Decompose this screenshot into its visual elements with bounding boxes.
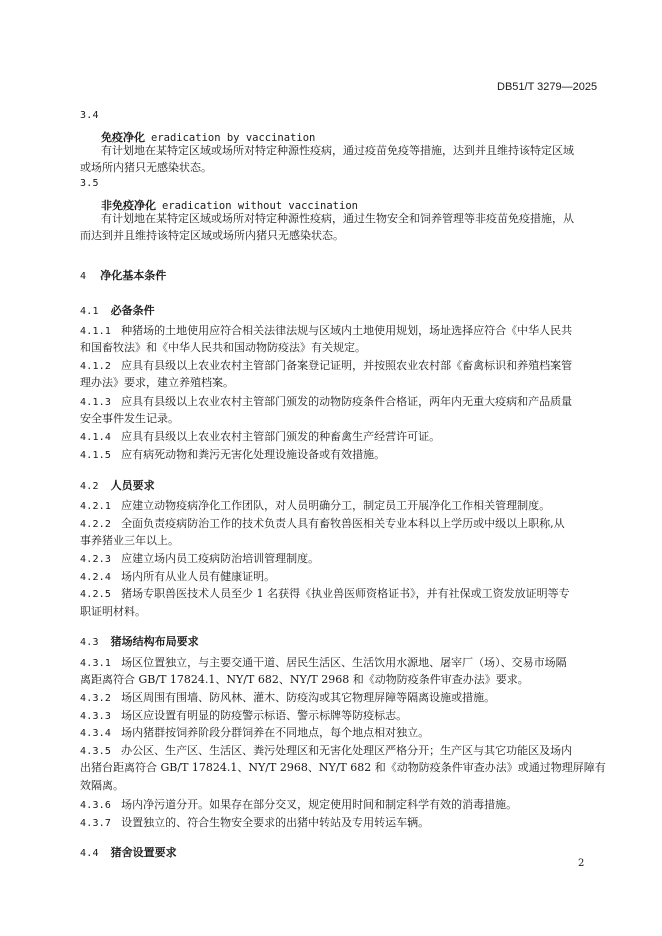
term-definition-line: 有计划地在某特定区域或场所对特定种源性疫病，通过疫苗免疫等措施，达到并且维持该特定区域 xyxy=(101,144,574,157)
clause-continuation: 和国畜牧法》和《中华人民共和国动物防疫法》有关规定。 xyxy=(80,341,366,354)
clause xyxy=(80,743,572,760)
clause-number: 4.3.4 xyxy=(80,728,112,739)
clause-text: 应建立场内员工疫病防治培训管理制度。 xyxy=(121,552,320,565)
clause-number: 4.2.4 xyxy=(80,572,112,583)
clause-text: 种猪场的土地使用应符合相关法律法规与区域内土地使用规划，场址选择应符合《中华人民共 xyxy=(121,324,573,337)
clause-number: 4.3.5 xyxy=(80,746,112,757)
clause xyxy=(80,358,572,375)
section-heading xyxy=(80,841,177,860)
clause-text: 应具有县级以上农业农村主管部门备案登记证明，并按照农业农村部《畜禽标识和养殖档案管 xyxy=(121,359,573,372)
clause-text: 应建立动物疫病净化工作团队，对人员明确分工，制定员工开展净化工作相关管理制度。 xyxy=(121,499,551,512)
clause xyxy=(80,551,319,568)
clause xyxy=(80,655,567,672)
clause-text: 猪场专职兽医技术人员至少 1 名获得《执业兽医师资格证书》，并有社保或工资发放证明等专 xyxy=(121,587,570,600)
page-number: 2 xyxy=(578,858,585,869)
clause-number: 4.2.1 xyxy=(80,501,112,512)
clause-text: 场内净污道分开。如果存在部分交叉，规定使用时间和制定科学有效的消毒措施。 xyxy=(121,798,518,811)
clause-number: 4.1.5 xyxy=(80,450,112,461)
clause-continuation: 理办法》要求，建立养殖档案。 xyxy=(80,376,234,389)
clause xyxy=(80,447,385,464)
section-title: 猪场结构布局要求 xyxy=(110,635,199,648)
term-number: 3.4 xyxy=(80,110,99,121)
clause xyxy=(80,690,495,707)
clause-continuation: 安全事件发生记录。 xyxy=(80,412,179,425)
clause-text: 应有病死动物和粪污无害化处理设施设备或有效措施。 xyxy=(121,448,386,461)
clause-text: 场区位置独立，与主要交通干道、居民生活区、生活饮用水源地、屠宰厂（场）、交易市场隔 xyxy=(121,656,567,669)
chapter-heading xyxy=(80,264,166,283)
section-heading xyxy=(80,299,155,318)
clause-number: 4.3.6 xyxy=(80,800,112,811)
clause xyxy=(80,586,570,603)
section-title: 必备条件 xyxy=(110,304,155,317)
clause-text: 场内所有从业人员有健康证明。 xyxy=(121,570,276,583)
clause-text: 场区周围有围墙、防风林、灌木、防疫沟或其它物理屏障等隔离设施或措施。 xyxy=(121,691,496,704)
term-definition-line: 有计划地在某特定区域或场所对特定种源性疫病，通过生物安全和饲养管理等非疫苗免疫措施，从 xyxy=(101,212,574,225)
section-title: 猪舍设置要求 xyxy=(110,846,177,859)
clause-number: 4.2.2 xyxy=(80,519,112,530)
clause-continuation: 出猪台距离符合 GB/T 17824.1、NY/T 2968、NY/T 682 和《动物防疫条件审查办法》或通过物理屏障有 xyxy=(80,761,606,774)
clause-number: 4.1.1 xyxy=(80,326,112,337)
clause xyxy=(80,498,550,515)
term-zh: 非免疫净化 xyxy=(101,199,156,212)
section-number: 4.4 xyxy=(80,848,99,859)
chapter-title: 净化基本条件 xyxy=(100,269,167,282)
clause xyxy=(80,725,429,742)
clause-number: 4.3.7 xyxy=(80,818,112,829)
chapter-number: 4 xyxy=(80,271,87,282)
clause-number: 4.3.1 xyxy=(80,658,112,669)
clause-number: 4.3.2 xyxy=(80,693,112,704)
clause xyxy=(80,323,572,340)
clause xyxy=(80,394,572,411)
clause-continuation: 事养猪业三年以上。 xyxy=(80,534,179,547)
clause-number: 4.1.4 xyxy=(80,432,112,443)
section-number: 4.3 xyxy=(80,637,99,648)
section-number: 4.1 xyxy=(80,306,99,317)
clause xyxy=(80,708,407,725)
section-heading xyxy=(80,474,155,493)
term-definition-line: 或场所内猪只无感染状态。 xyxy=(80,161,212,174)
clause-number: 4.3.3 xyxy=(80,711,112,722)
clause-text: 场区应设置有明显的防疫警示标语、警示标牌等防疫标志。 xyxy=(121,709,408,722)
term-definition-line: 而达到并且维持该特定区域或场所内猪只无感染状态。 xyxy=(80,229,344,242)
clause-continuation: 职证明材料。 xyxy=(80,605,146,618)
clause-text: 应具有县级以上农业农村主管部门颁发的种畜禽生产经营许可证。 xyxy=(121,430,441,443)
term-zh: 免疫净化 xyxy=(101,131,145,144)
clause-number: 4.1.2 xyxy=(80,361,112,372)
clause-number: 4.2.3 xyxy=(80,554,112,565)
clause xyxy=(80,569,275,586)
clause xyxy=(80,516,565,533)
clause xyxy=(80,797,517,814)
clause-continuation: 效隔离。 xyxy=(80,779,124,792)
section-heading xyxy=(80,630,199,649)
clause-text: 办公区、生产区、生活区、粪污处理区和无害化处理区严格分开；生产区与其它功能区及场内 xyxy=(121,744,573,757)
clause-number: 4.1.3 xyxy=(80,397,112,408)
section-number: 4.2 xyxy=(80,481,99,492)
clause-number: 4.2.5 xyxy=(80,589,112,600)
clause-text: 设置独立的、符合生物安全要求的出猪中转站及专用转运车辆。 xyxy=(121,816,430,829)
clause-continuation: 离距离符合 GB/T 17824.1、NY/T 682、NY/T 2968 和《动物防疫条件审查办法》要求。 xyxy=(80,673,529,686)
clause-text: 场内猪群按饲养阶段分群饲养在不同地点，每个地点相对独立。 xyxy=(121,726,430,739)
document-code: DB51/T 3279—2025 xyxy=(497,81,598,93)
term-en: eradication without vaccination xyxy=(162,200,358,212)
section-title: 人员要求 xyxy=(110,479,155,492)
clause-text: 应具有县级以上农业农村主管部门颁发的动物防疫条件合格证，两年内无重大疫病和产品质量 xyxy=(121,395,573,408)
term-en: eradication by vaccination xyxy=(151,132,316,144)
clause xyxy=(80,815,429,832)
clause-text: 全面负责疫病防治工作的技术负责人具有畜牧兽医相关专业本科以上学历或中级以上职称,从 xyxy=(121,517,565,530)
clause xyxy=(80,429,440,446)
term-number: 3.5 xyxy=(80,178,99,189)
